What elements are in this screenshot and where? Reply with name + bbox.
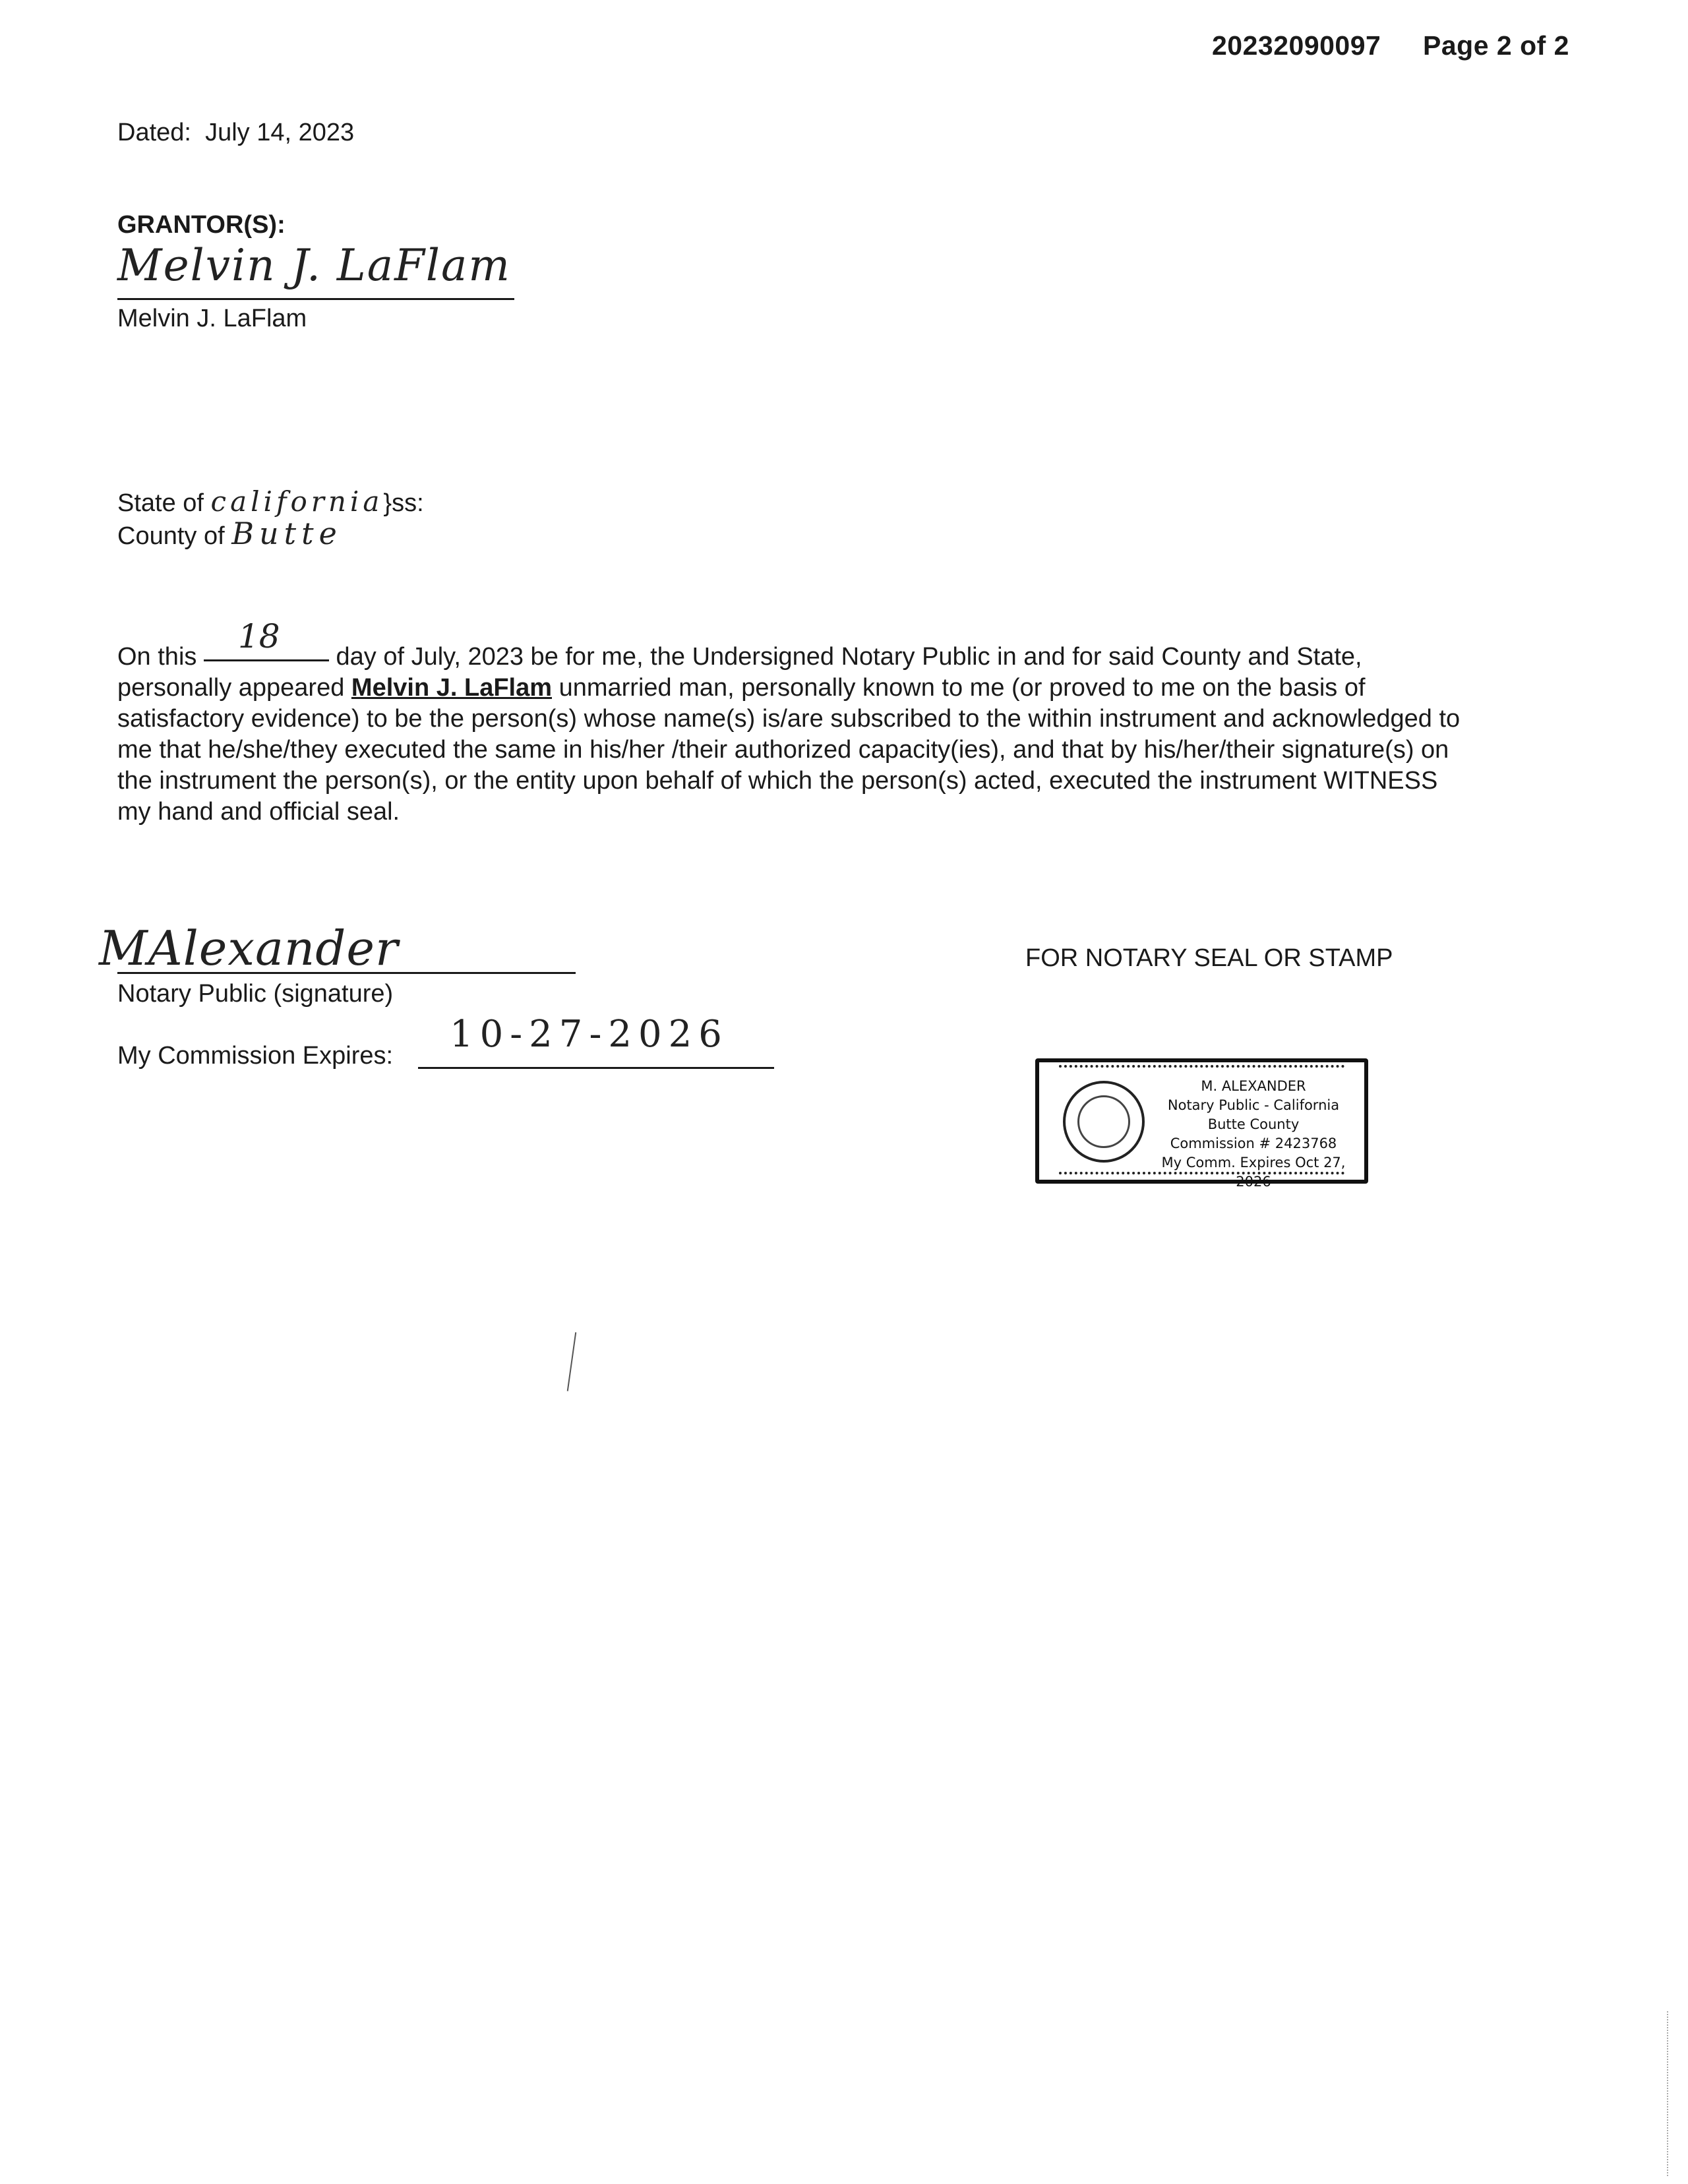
stamp-text bbox=[1155, 1077, 1352, 1192]
state-label: State of bbox=[117, 489, 204, 517]
ack-line-1 bbox=[117, 617, 1568, 673]
ack-line-4: me that he/she/they executed the same in his/her /their authorized capacity(ies), and that by his/her/their signature(s) on bbox=[117, 736, 1449, 764]
scan-edge-mark bbox=[1667, 2011, 1670, 2176]
page-indicator: Page 2 of 2 bbox=[1423, 30, 1569, 61]
acknowledgment-paragraph bbox=[117, 617, 1568, 828]
grantor-heading: GRANTOR(S): bbox=[117, 211, 286, 239]
document-number: 20232090097 bbox=[1212, 30, 1381, 61]
stamp-line-5: My Comm. Expires Oct 27, 2026 bbox=[1161, 1155, 1346, 1190]
stamp-top-border bbox=[1059, 1065, 1344, 1074]
stamp-line-1: M. ALEXANDER bbox=[1201, 1078, 1306, 1094]
ack-line-6: my hand and official seal. bbox=[117, 798, 400, 826]
state-seal-icon bbox=[1063, 1081, 1145, 1163]
dated-value: July 14, 2023 bbox=[205, 119, 355, 146]
appearer-name: Melvin J. LaFlam bbox=[351, 674, 553, 702]
county-label: County of bbox=[117, 522, 225, 550]
dated-line bbox=[117, 117, 354, 148]
notary-signature-label: Notary Public (signature) bbox=[117, 980, 394, 1008]
commission-label: My Commission Expires: bbox=[117, 1042, 394, 1070]
state-seal-inner-icon bbox=[1077, 1095, 1130, 1148]
state-line bbox=[117, 487, 424, 518]
ss-mark: }ss: bbox=[383, 489, 424, 517]
stamp-line-2: Notary Public - California bbox=[1167, 1097, 1340, 1113]
ack-appeared: personally appeared bbox=[117, 674, 345, 702]
grantor-name: Melvin J. LaFlam bbox=[117, 305, 307, 332]
dated-label: Dated: bbox=[117, 119, 191, 146]
notary-signature-line bbox=[117, 972, 576, 974]
ack-prefix: On this bbox=[117, 643, 197, 671]
notary-stamp bbox=[1035, 1058, 1368, 1190]
state-value: california bbox=[210, 485, 384, 518]
stamp-line-3: Butte County bbox=[1207, 1116, 1300, 1132]
day-value: 18 bbox=[237, 617, 280, 655]
commission-line bbox=[418, 1067, 774, 1069]
grantor-signature: Melvin J. LaFlam bbox=[117, 240, 511, 291]
ack-line-2 bbox=[117, 673, 1568, 704]
day-blank bbox=[204, 617, 329, 661]
ack-line-2-text: unmarried man, personally known to me (or proved to me on the basis of bbox=[558, 674, 1366, 702]
notary-signature: MAlexander bbox=[99, 921, 399, 976]
stamp-line-4: Commission # 2423768 bbox=[1170, 1136, 1337, 1151]
seal-area-label: FOR NOTARY SEAL OR STAMP bbox=[1025, 944, 1393, 972]
ack-line-5: the instrument the person(s), or the entity upon behalf of which the person(s) acted, executed the instrument WITNESS bbox=[117, 767, 1438, 795]
ack-line-3: satisfactory evidence) to be the person(s) whose name(s) is/are subscribed to the within instrument and acknowledged to bbox=[117, 705, 1461, 733]
county-line bbox=[117, 518, 342, 551]
commission-value: 10-27-2026 bbox=[450, 1013, 729, 1056]
scan-mark bbox=[567, 1332, 577, 1391]
ack-line-1-text: day of July, 2023 be for me, the Undersigned Notary Public in and for said County and State, bbox=[336, 643, 1362, 671]
county-value: Butte bbox=[231, 516, 342, 551]
grantor-signature-line bbox=[117, 298, 514, 300]
